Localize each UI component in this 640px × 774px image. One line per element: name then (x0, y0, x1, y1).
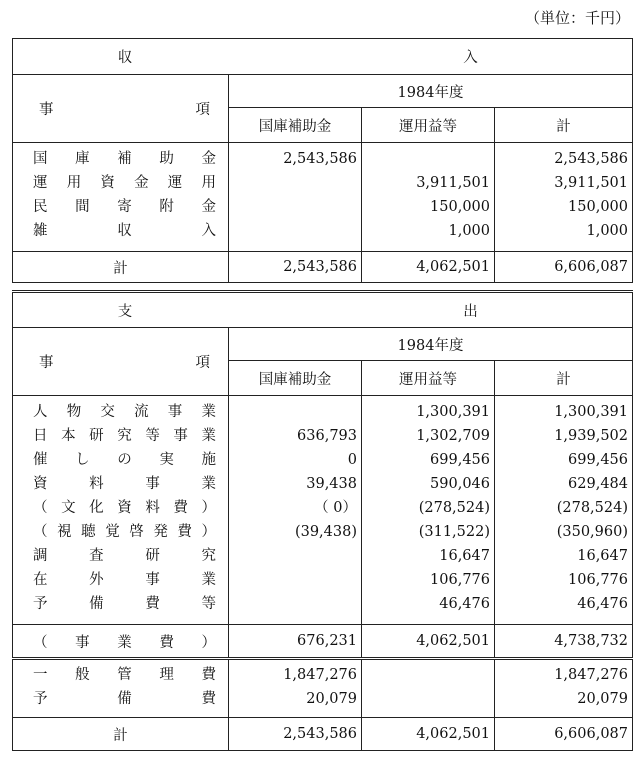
income-section-right: 入 (463, 50, 478, 66)
expense-row-label: 資 料 事 業 (33, 476, 216, 492)
income-item-header: 事 項 (13, 75, 229, 143)
expense-section-left: 支 (117, 303, 133, 320)
income-row-subsidy (233, 171, 357, 195)
expense-rows (13, 396, 633, 625)
expense-row-subsidy: (39,438) (294, 524, 357, 540)
expense-row-label: 人 物 交 流 事 業 (33, 404, 216, 420)
expense-year-header: 1984年度 (229, 328, 633, 361)
expense-row-total: 629,484 (568, 476, 628, 492)
expense-row-operation: (311,522) (418, 524, 490, 540)
income-col-total: 計 (495, 108, 633, 143)
expense-row-total: (350,960) (556, 524, 628, 540)
income-rows (13, 143, 633, 252)
expense-admin-rows (13, 659, 633, 718)
income-year-header: 1984年度 (229, 75, 633, 108)
income-row-subsidy (233, 219, 357, 243)
expense-total-total: 6,606,087 (495, 718, 633, 751)
expense-row-total: 16,647 (577, 548, 628, 564)
income-row-operation: 150,000 (430, 199, 490, 215)
expense-row-subsidy (233, 568, 357, 592)
expense-col-subsidy: 国庫補助金 (229, 361, 362, 396)
expense-row-total: (278,524) (556, 500, 628, 516)
expense-row-operation: (278,524) (418, 500, 490, 516)
income-label-cell (13, 143, 229, 252)
income-total-subsidy: 2,543,586 (229, 252, 362, 283)
income-row-label: 民 間 寄 附 金 (33, 199, 216, 215)
expense-project-cost-label: （ 事 業 費 ） (33, 634, 216, 651)
expense-row-total: 1,939,502 (554, 428, 628, 444)
income-total-row (13, 252, 633, 283)
expense-row-operation: 1,302,709 (416, 428, 490, 444)
expense-row-label: 催 し の 実 施 (33, 452, 216, 468)
income-row-total: 3,911,501 (554, 175, 628, 191)
expense-admin-row-label: 予 備 費 (33, 691, 216, 707)
expense-admin-row-label: 一 般 管 理 費 (33, 667, 216, 683)
expense-row-subsidy (233, 544, 357, 568)
income-row-label: 雑 収 入 (33, 223, 216, 239)
expense-row-subsidy: （ 0） (314, 500, 357, 516)
expense-row-label: （ 視 聴 覚 啓 発 費 ） (33, 524, 216, 540)
expense-item-header: 事 項 (13, 328, 229, 396)
income-row-subsidy: 2,543,586 (283, 151, 357, 167)
income-col-subsidy: 国庫補助金 (229, 108, 362, 143)
income-row-label: 運 用 資 金 運 用 (33, 175, 216, 191)
expense-admin-row-total: 1,847,276 (554, 667, 628, 683)
expense-row-subsidy (233, 592, 357, 616)
expense-row-operation: 106,776 (430, 572, 490, 588)
income-row-total: 1,000 (586, 223, 628, 239)
expense-row-subsidy (233, 400, 357, 424)
expense-admin-row-subsidy: 1,847,276 (283, 667, 357, 683)
expense-row-total: 699,456 (568, 452, 628, 468)
expense-row-label: 予 備 費 等 (33, 596, 216, 612)
expense-section-right: 出 (463, 303, 478, 320)
income-row-operation (366, 147, 490, 171)
expense-row-label: 日 本 研 究 等 事 業 (33, 428, 216, 444)
income-row-label: 国 庫 補 助 金 (33, 151, 216, 167)
expense-col-total: 計 (495, 361, 633, 396)
expense-row-subsidy: 39,438 (306, 476, 357, 492)
expense-row-label: 在 外 事 業 (33, 572, 216, 588)
expense-project-cost-subsidy: 676,231 (229, 625, 362, 659)
expense-total-label: 計 (13, 718, 229, 751)
expense-row-operation: 46,476 (439, 596, 490, 612)
expense-row-operation: 1,300,391 (416, 404, 490, 420)
expense-row-total: 46,476 (577, 596, 628, 612)
expense-table (12, 290, 633, 751)
income-row-total: 2,543,586 (554, 151, 628, 167)
expense-col-operation: 運用益等 (362, 361, 495, 396)
expense-row-label: 調 査 研 究 (33, 548, 216, 564)
income-col-operation: 運用益等 (362, 108, 495, 143)
expense-project-cost-operation: 4,062,501 (362, 625, 495, 659)
income-total-total: 6,606,087 (495, 252, 633, 283)
expense-admin-row-operation (366, 687, 490, 711)
expense-total-subsidy: 2,543,586 (229, 718, 362, 751)
expense-row-total: 1,300,391 (554, 404, 628, 420)
expense-row-operation: 699,456 (430, 452, 490, 468)
expense-total-operation: 4,062,501 (362, 718, 495, 751)
income-row-subsidy (233, 195, 357, 219)
unit-note: （単位：千円） (524, 9, 630, 27)
expense-row-subsidy: 0 (347, 452, 357, 468)
income-row-operation: 3,911,501 (416, 175, 490, 191)
income-section-header (13, 39, 633, 75)
expense-total-row (13, 718, 633, 751)
expense-admin-row-operation (366, 663, 490, 687)
income-row-total: 150,000 (568, 199, 628, 215)
income-section-left: 収 (117, 50, 133, 66)
expense-section-header (13, 292, 633, 328)
expense-admin-row-total: 20,079 (577, 691, 628, 707)
expense-row-total: 106,776 (568, 572, 628, 588)
income-total-label: 計 (13, 252, 229, 283)
income-row-operation: 1,000 (448, 223, 490, 239)
expense-admin-row-subsidy: 20,079 (306, 691, 357, 707)
expense-row-label: （ 文 化 資 料 費 ） (33, 500, 216, 516)
expense-row-operation: 16,647 (439, 548, 490, 564)
expense-project-cost-row (13, 625, 633, 659)
income-table (12, 38, 633, 283)
expense-row-operation: 590,046 (430, 476, 490, 492)
income-total-operation: 4,062,501 (362, 252, 495, 283)
expense-project-cost-total: 4,738,732 (495, 625, 633, 659)
expense-row-subsidy: 636,793 (297, 428, 357, 444)
